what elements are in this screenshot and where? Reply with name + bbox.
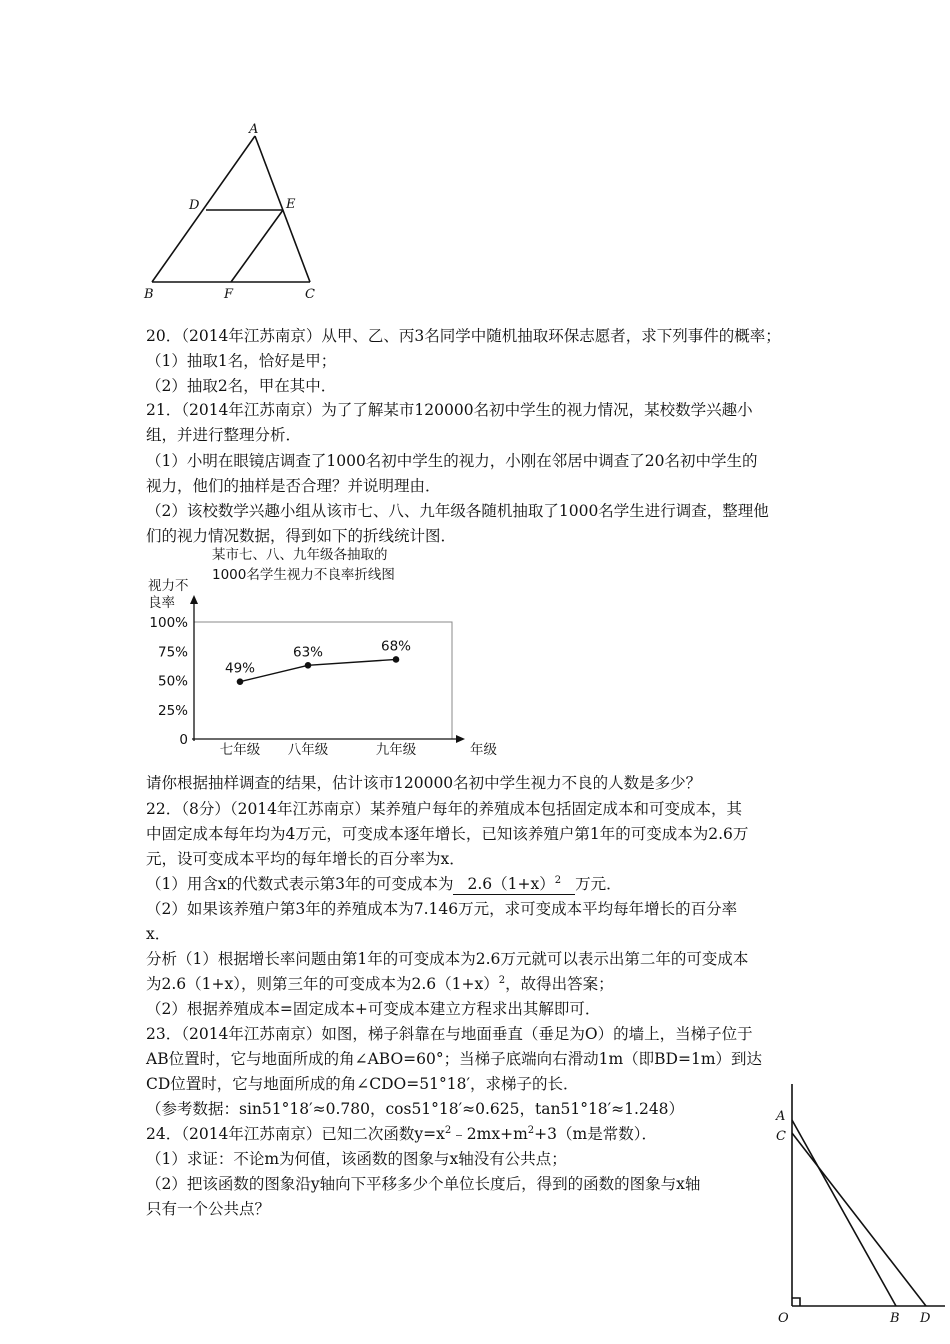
q21-stem-1: 21．（2014年江苏南京）为了了解某市120000名初中学生的视力情况，某校数学兴趣小: [146, 401, 753, 419]
right-angle-mark: [792, 1298, 800, 1306]
q22-answer-exponent: 2: [554, 874, 562, 886]
q20-stem: 20．（2014年江苏南京）从甲、乙、丙3名同学中随机抽取环保志愿者，求下列事件的概率；: [146, 327, 781, 345]
q22-analysis-1: 分析（1）根据增长率问题由第1年的可变成本为2.6万元就可以表示出第二年的可变成本: [146, 950, 749, 968]
q24-line-1-suffix: +3（m是常数）．: [534, 1125, 657, 1143]
y-tick-label: 50%: [157, 673, 188, 690]
q21-part1-b: 视力，他们的抽样是否合理？并说明理由．: [146, 477, 441, 495]
y-tick-label: 75%: [157, 644, 188, 661]
y-tick-label: 0: [179, 732, 188, 748]
q22-part2-b: x．: [146, 925, 171, 943]
label-f: F: [224, 287, 234, 302]
q22-stem-2: 中固定成本每年均为4万元，可变成本逐年增长，已知该养殖户第1年的可变成本为2.6万: [146, 825, 749, 843]
q24-line-3: （2）把该函数的图象沿y轴向下平移多少个单位长度后，得到的函数的图象与x轴: [146, 1175, 701, 1193]
q22-analysis-exponent: 2: [498, 974, 506, 986]
q23-line-2: AB位置时，它与地面所成的角∠ABO=60°；当梯子底端向右滑动1m（即BD=1m）到达: [146, 1050, 763, 1068]
q23-line-1: 23．（2014年江苏南京）如图，梯子斜靠在与地面垂直（垂足为O）的墙上，当梯子位于: [146, 1025, 753, 1043]
ladder-ab: [792, 1120, 896, 1306]
data-point: [393, 656, 400, 663]
label-a: A: [776, 1109, 786, 1124]
q22-part2-a: （2）如果该养殖户第3年的养殖成本为7.146万元，求可变成本平均每年增长的百分率: [146, 900, 738, 918]
q22-stem-3: 元，设可变成本平均的每年增长的百分率为x．: [146, 850, 465, 868]
q22-analysis-2: [146, 974, 614, 994]
label-d: D: [189, 198, 200, 213]
label-b: B: [144, 287, 154, 302]
side-ab: [152, 136, 255, 282]
plot-frame: [194, 622, 452, 739]
q20-part2: （2）抽取2名，甲在其中．: [146, 377, 337, 395]
y-axis-arrow: [190, 595, 198, 604]
x-category-label: 七年级: [219, 742, 261, 758]
data-label: 49%: [224, 660, 256, 677]
q22-answer-blank: [453, 874, 575, 895]
chart-title-line2: 1000名学生视力不良率折线图: [212, 567, 395, 583]
x-category-label: 八年级: [287, 742, 329, 758]
q22-analysis-2-suffix: ，故得出答案；: [505, 975, 614, 993]
q22-part1-prefix: （1）用含x的代数式表示第3年的可变成本为: [146, 875, 454, 893]
triangle-figure: [140, 118, 330, 308]
data-label: 63%: [292, 644, 324, 661]
q24-line-1-prefix: 24．（2014年江苏南京）已知二次函数y=x: [146, 1125, 445, 1143]
q22-analysis-2-prefix: 为2.6（1+x），则第三年的可变成本为2.6（1+x）: [146, 975, 499, 993]
q21-stem-2: 组，并进行整理分析．: [146, 426, 302, 444]
chart-xlabel: 年级: [470, 742, 497, 758]
x-category-label: 九年级: [375, 742, 417, 758]
q24-line-1: [146, 1124, 657, 1144]
chart-ylabel-line2: 良率: [148, 595, 175, 611]
vision-line-chart: [140, 545, 520, 763]
data-point: [305, 662, 312, 669]
label-c: C: [776, 1129, 786, 1144]
segment-ef: [231, 210, 283, 282]
q24-exponent-2: 2: [527, 1124, 535, 1136]
label-d: D: [920, 1311, 931, 1326]
x-axis-arrow: [456, 735, 465, 743]
q23-line-4: （参考数据：sin51°18′≈0.780，cos51°18′≈0.625，tan51°18′≈1.248）: [146, 1100, 685, 1118]
label-e: E: [286, 197, 296, 212]
q22-answer-text: 2.6（1+x）: [467, 875, 555, 893]
q22-analysis-3: （2）根据养殖成本=固定成本+可变成本建立方程求出其解即可．: [146, 1000, 601, 1018]
chart-ylabel-line1: 视力不: [148, 578, 189, 594]
q21-part2-b: 们的视力情况数据，得到如下的折线统计图．: [146, 527, 457, 545]
side-ac: [255, 136, 310, 282]
chart-title-line1: 某市七、八、九年级各抽取的: [212, 547, 388, 563]
q24-exponent-1: 2: [444, 1124, 452, 1136]
q21-part2-a: （2）该校数学兴趣小组从该市七、八、九年级各随机抽取了1000名学生进行调查，整理他: [146, 502, 769, 520]
data-label: 68%: [380, 638, 412, 655]
q24-line-1-middle: ﹣2mx+m: [451, 1125, 528, 1143]
data-point: [237, 678, 244, 685]
y-tick-label: 100%: [149, 615, 188, 631]
q24-line-2: （1）求证：不论m为何值，该函数的图象与x轴没有公共点；: [146, 1150, 567, 1168]
q20-part1: （1）抽取1名，恰好是甲；: [146, 352, 337, 370]
q23-line-3: CD位置时，它与地面所成的角∠CDO=51°18′，求梯子的长．: [146, 1075, 579, 1093]
label-o: O: [778, 1311, 789, 1326]
q21-question: 请你根据抽样调查的结果，估计该市120000名初中学生视力不良的人数是多少？: [146, 774, 702, 792]
q22-part1-suffix: 万元．: [575, 875, 622, 893]
label-a: A: [249, 122, 259, 137]
q22-stem-1: 22．（8分）（2014年江苏南京）某养殖户每年的养殖成本包括固定成本和可变成本，其: [146, 800, 743, 818]
q24-line-4: 只有一个公共点？: [146, 1200, 271, 1218]
ladder-figure: [770, 1080, 950, 1344]
label-b: B: [890, 1311, 900, 1326]
q22-part1: [146, 874, 622, 895]
q21-part1-a: （1）小明在眼镜店调查了1000名初中学生的视力，小刚在邻居中调查了20名初中学生的: [146, 452, 758, 470]
ladder-cd: [792, 1133, 926, 1306]
label-c: C: [305, 287, 315, 302]
series-line: [240, 659, 396, 681]
y-tick-label: 25%: [157, 702, 188, 719]
